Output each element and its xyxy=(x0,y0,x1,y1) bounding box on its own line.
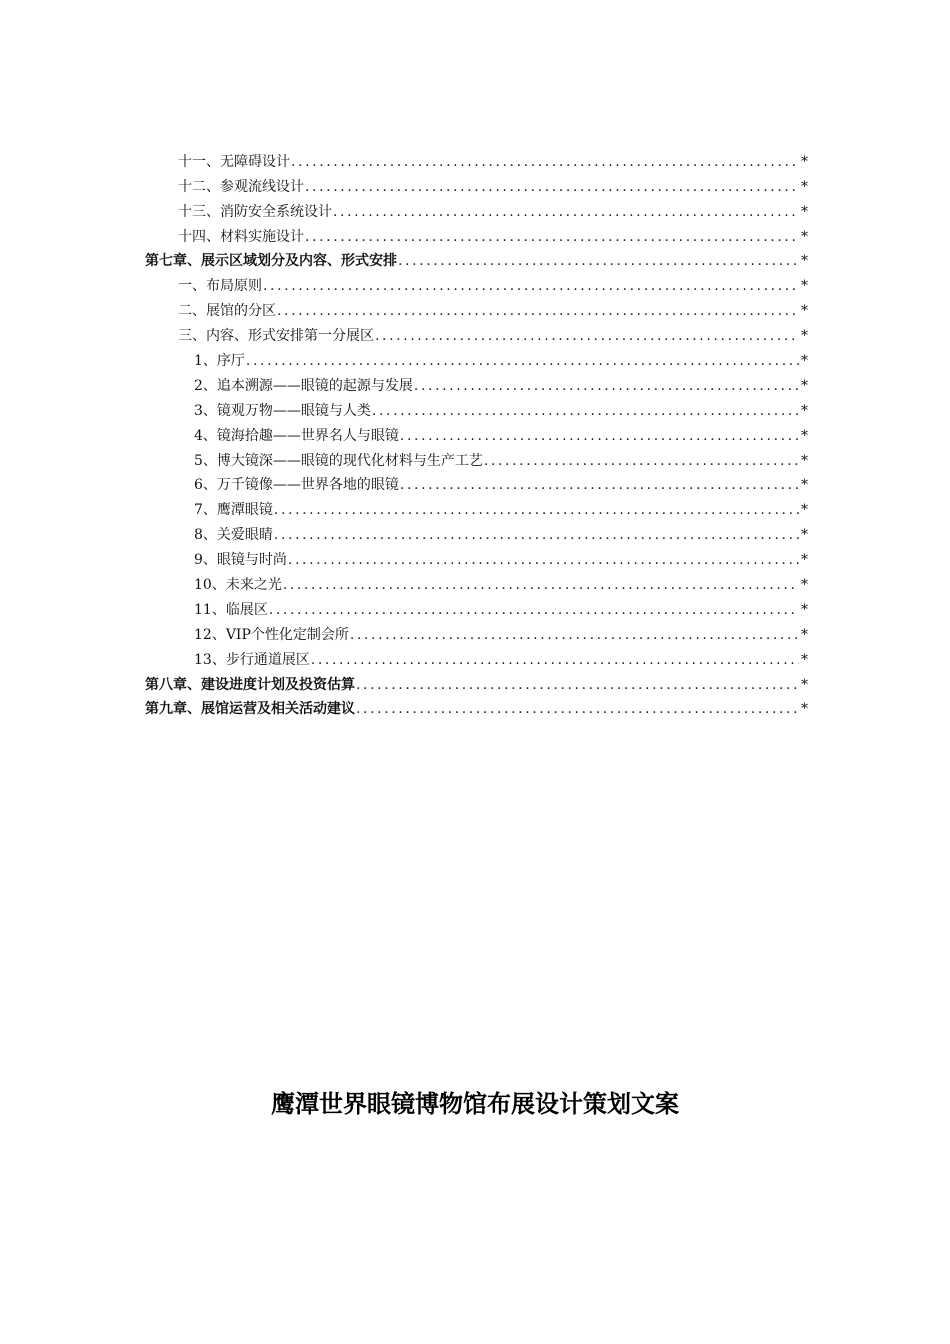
toc-entry-page: * xyxy=(801,278,808,295)
toc-entry-label: 13、步行通道展区 xyxy=(194,651,310,668)
toc-leader-dots xyxy=(277,302,799,320)
toc-leader-dots xyxy=(400,427,799,445)
toc-entry-page: * xyxy=(801,626,808,643)
toc-entry[interactable] xyxy=(145,519,808,544)
toc-entry-label: 十二、参观流线设计 xyxy=(178,178,304,195)
toc-entry-label: 二、展馆的分区 xyxy=(178,303,276,320)
toc-entry-page: * xyxy=(801,402,808,419)
toc-leader-dots xyxy=(269,601,799,619)
toc-entry-page: * xyxy=(801,203,808,220)
toc-entry-label: 10、未来之光 xyxy=(194,577,282,594)
toc-entry-label: 4、镜海拾趣——世界名人与眼镜 xyxy=(194,427,399,444)
toc-leader-dots xyxy=(350,626,799,644)
toc-entry-page: * xyxy=(801,477,808,494)
toc-entry-label: 十四、材料实施设计 xyxy=(178,228,304,245)
document-title: 鹰潭世界眼镜博物馆布展设计策划文案 xyxy=(271,1089,679,1119)
toc-entry[interactable] xyxy=(145,146,808,171)
toc-entry-page: * xyxy=(801,427,808,444)
toc-leader-dots xyxy=(291,153,799,171)
toc-entry-label: 第八章、建设进度计划及投资估算 xyxy=(145,676,355,693)
toc-entry-label: 三、内容、形式安排第一分展区 xyxy=(178,328,374,345)
toc-leader-dots xyxy=(372,402,799,420)
toc-leader-dots xyxy=(356,676,799,694)
toc-leader-dots xyxy=(305,178,799,196)
toc-entry[interactable] xyxy=(145,594,808,619)
toc-entry[interactable] xyxy=(145,395,808,420)
toc-entry-label: 第九章、展馆运营及相关活动建议 xyxy=(145,701,355,718)
toc-leader-dots xyxy=(356,700,799,718)
toc-entry-label: 3、镜观万物——眼镜与人类 xyxy=(194,402,371,419)
table-of-contents xyxy=(145,146,808,718)
toc-leader-dots xyxy=(398,252,799,270)
toc-entry-page: * xyxy=(801,651,808,668)
toc-entry-page: * xyxy=(801,701,808,718)
toc-entry-page: * xyxy=(801,328,808,345)
toc-entry[interactable] xyxy=(145,171,808,196)
toc-leader-dots xyxy=(311,651,799,669)
toc-entry-label: 6、万千镜像——世界各地的眼镜 xyxy=(194,477,399,494)
toc-entry-page: * xyxy=(801,577,808,594)
toc-entry-label: 11、临展区 xyxy=(194,601,268,618)
toc-entry-page: * xyxy=(801,153,808,170)
toc-leader-dots xyxy=(375,327,799,345)
toc-entry[interactable] xyxy=(145,544,808,569)
toc-entry[interactable] xyxy=(145,569,808,594)
toc-entry-page: * xyxy=(801,552,808,569)
toc-leader-dots xyxy=(414,377,799,395)
toc-entry[interactable] xyxy=(145,196,808,221)
toc-leader-dots xyxy=(274,526,799,544)
toc-chapter-entry[interactable] xyxy=(145,669,808,694)
toc-entry-label: 1、序厅 xyxy=(194,353,245,370)
toc-entry-label: 9、眼镜与时尚 xyxy=(194,552,287,569)
toc-entry-page: * xyxy=(801,452,808,469)
toc-leader-dots xyxy=(305,228,799,246)
toc-entry-page: * xyxy=(801,527,808,544)
toc-entry[interactable] xyxy=(145,470,808,495)
toc-entry[interactable] xyxy=(145,221,808,246)
toc-entry[interactable] xyxy=(145,345,808,370)
toc-leader-dots xyxy=(484,452,799,470)
toc-entry[interactable] xyxy=(145,644,808,669)
toc-entry[interactable] xyxy=(145,494,808,519)
toc-chapter-entry[interactable] xyxy=(145,246,808,271)
toc-leader-dots xyxy=(400,476,799,494)
toc-entry-page: * xyxy=(801,178,808,195)
toc-entry-label: 7、鹰潭眼镜 xyxy=(194,502,273,519)
toc-entry-label: 12、VIP个性化定制会所 xyxy=(194,626,349,643)
toc-chapter-entry[interactable] xyxy=(145,694,808,719)
toc-leader-dots xyxy=(283,576,799,594)
toc-entry-label: 2、追本溯源——眼镜的起源与发展 xyxy=(194,377,413,394)
toc-entry-page: * xyxy=(801,228,808,245)
toc-entry-page: * xyxy=(801,253,808,270)
toc-entry-page: * xyxy=(801,601,808,618)
toc-entry[interactable] xyxy=(145,295,808,320)
toc-entry-page: * xyxy=(801,353,808,370)
toc-entry-label: 第七章、展示区域划分及内容、形式安排 xyxy=(145,253,397,270)
toc-entry[interactable] xyxy=(145,420,808,445)
toc-entry[interactable] xyxy=(145,370,808,395)
toc-leader-dots xyxy=(263,277,799,295)
toc-entry-label: 5、博大镜深——眼镜的现代化材料与生产工艺 xyxy=(194,452,483,469)
toc-entry[interactable] xyxy=(145,445,808,470)
toc-entry[interactable] xyxy=(145,270,808,295)
toc-leader-dots xyxy=(333,203,799,221)
toc-entry-page: * xyxy=(801,502,808,519)
toc-leader-dots xyxy=(246,352,799,370)
toc-entry-label: 一、布局原则 xyxy=(178,278,262,295)
toc-leader-dots xyxy=(288,551,799,569)
toc-entry-page: * xyxy=(801,303,808,320)
toc-entry[interactable] xyxy=(145,320,808,345)
toc-entry-label: 8、关爱眼睛 xyxy=(194,527,273,544)
toc-leader-dots xyxy=(274,501,799,519)
toc-entry-label: 十三、消防安全系统设计 xyxy=(178,203,332,220)
toc-entry-label: 十一、无障碍设计 xyxy=(178,153,290,170)
toc-entry-page: * xyxy=(801,676,808,693)
toc-entry[interactable] xyxy=(145,619,808,644)
toc-entry-page: * xyxy=(801,377,808,394)
